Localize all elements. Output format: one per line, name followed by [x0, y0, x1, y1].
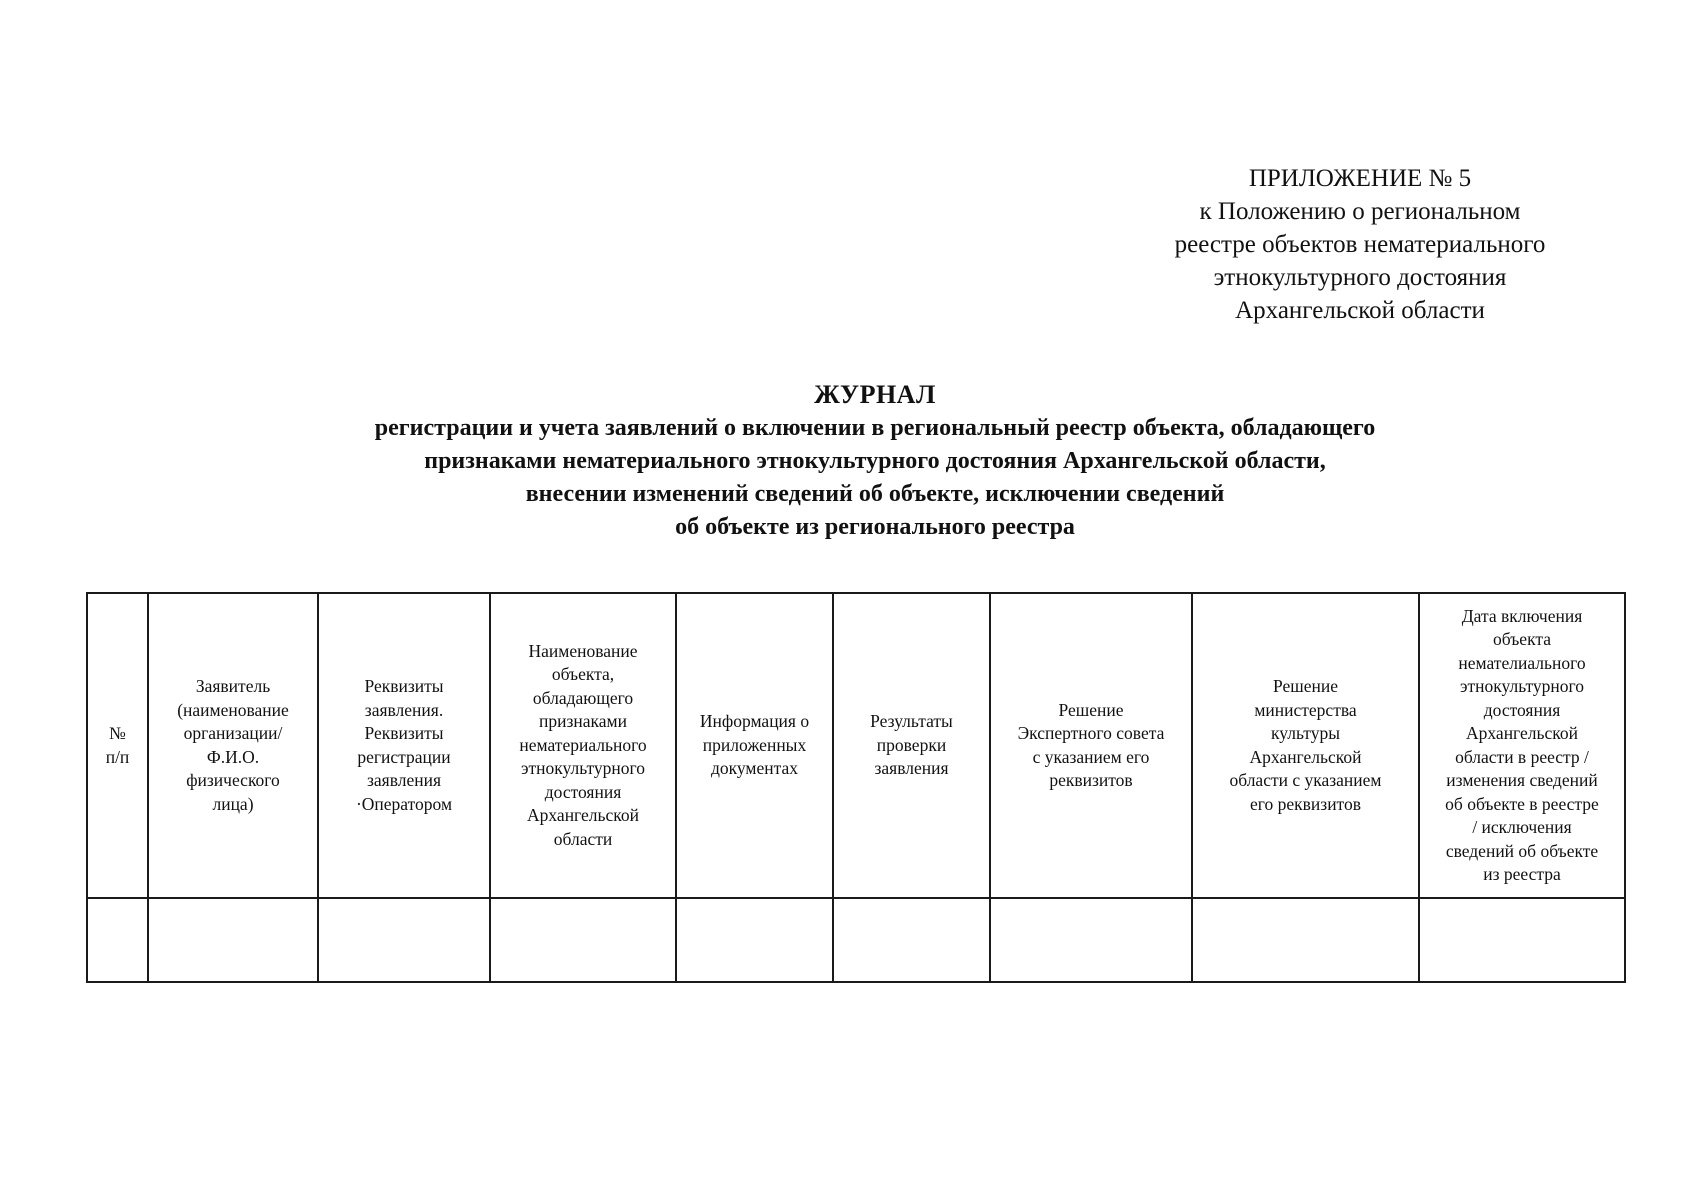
table-cell [318, 898, 490, 982]
table-cell [87, 898, 148, 982]
column-header-expert-council-decision: Решение Экспертного совета с указанием его реквизитов [990, 593, 1192, 898]
appendix-line: реестре объектов нематериального [1174, 231, 1546, 258]
document-title [150, 378, 1600, 544]
title-subline: признаками нематериального этнокультурного достояния Архангельской области, [424, 448, 1326, 474]
journal-table [86, 592, 1626, 983]
appendix-line: к Положению о региональном [1199, 198, 1521, 225]
appendix-line: этнокультурного достояния [1213, 264, 1507, 291]
appendix-line: Архангельской области [1235, 297, 1485, 324]
column-header-application-details: Реквизиты заявления. Реквизиты регистрации заявления ·Оператором [318, 593, 490, 898]
column-header-applicant: Заявитель (наименование организации/ Ф.И.О. физического лица) [148, 593, 318, 898]
table-cell [1419, 898, 1625, 982]
column-header-ministry-decision: Решение министерства культуры Архангельской области с указанием его реквизитов [1192, 593, 1419, 898]
table-cell [833, 898, 990, 982]
column-header-check-results: Результаты проверки заявления [833, 593, 990, 898]
table-row [87, 898, 1625, 982]
table-cell [1192, 898, 1419, 982]
column-header-object-name: Наименование объекта, обладающего признаками нематериального этнокультурного достояния Архангельской области [490, 593, 676, 898]
appendix-header [1150, 162, 1570, 327]
table-header-row [87, 593, 1625, 898]
title-subline: об объекте из регионального реестра [675, 514, 1075, 540]
table-cell [676, 898, 833, 982]
column-header-number: № п/п [87, 593, 148, 898]
title-main: ЖУРНАЛ [814, 380, 936, 409]
table-cell [990, 898, 1192, 982]
column-header-registry-date: Дата включения объекта немателиального этнокультурного достояния Архангельской области в реестр / изменения сведений об объекте в реестре / исключения сведений об объекте из реестра [1419, 593, 1625, 898]
column-header-attached-documents: Информация о приложенных документах [676, 593, 833, 898]
title-subline: внесении изменений сведений об объекте, исключении сведений [525, 481, 1225, 507]
table-cell [490, 898, 676, 982]
appendix-line: ПРИЛОЖЕНИЕ № 5 [1248, 165, 1472, 192]
title-subline: регистрации и учета заявлений о включении в региональный реестр объекта, обладающего [374, 415, 1376, 441]
table-cell [148, 898, 318, 982]
